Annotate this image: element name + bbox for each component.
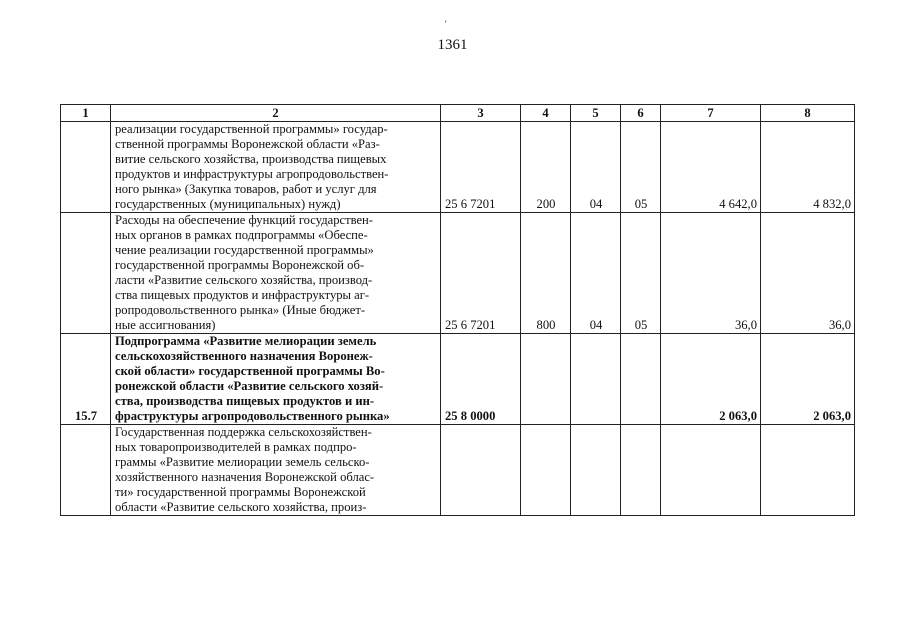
description-line: ства, производства пищевых продуктов и ин-: [115, 394, 375, 408]
amount-col8: [761, 425, 855, 516]
description-line: ропродовольственного рынка» (Иные бюджет-: [115, 303, 366, 317]
column-header-8: 8: [761, 105, 855, 122]
amount-col8: 36,0: [761, 213, 855, 334]
scan-mark: ': [445, 19, 447, 29]
description-line: сельскохозяйственного назначения Воронеж-: [115, 349, 373, 363]
description-line: хозяйственного назначения Воронежской облас-: [115, 470, 375, 484]
description-line: ного рынка» (Закупка товаров, работ и услуг для: [115, 182, 377, 196]
description-line: ласти «Развитие сельского хозяйства, производ-: [115, 273, 373, 287]
table-row: [61, 122, 855, 213]
description-line: ственной программы Воронежской области «Раз-: [115, 137, 380, 151]
subsection: [621, 334, 661, 425]
description-line: Государственная поддержка сельскохозяйствен-: [115, 425, 372, 439]
column-header-6: 6: [621, 105, 661, 122]
expense-type: 800: [521, 213, 571, 334]
row-description: [111, 213, 441, 334]
table-header-row: [61, 105, 855, 122]
section: 04: [571, 213, 621, 334]
budget-code: 25 6 7201: [441, 213, 521, 334]
row-description: [111, 122, 441, 213]
description-line: ные ассигнования): [115, 318, 216, 332]
budget-table: [60, 104, 855, 516]
budget-code: 25 8 0000: [441, 334, 521, 425]
description-line: ронежской области «Развитие сельского хозяй-: [115, 379, 384, 393]
description-line: ных органов в рамках подпрограммы «Обеспе-: [115, 228, 368, 242]
description-line: ской области» государственной программы Во-: [115, 364, 385, 378]
budget-code: [441, 425, 521, 516]
column-header-7: 7: [661, 105, 761, 122]
amount-col8: 4 832,0: [761, 122, 855, 213]
column-header-5: 5: [571, 105, 621, 122]
column-header-1: 1: [61, 105, 111, 122]
description-line: продуктов и инфраструктуры агропродовольствен-: [115, 167, 389, 181]
description-line: государственных (муниципальных) нужд): [115, 197, 341, 211]
table-row: [61, 425, 855, 516]
expense-type: [521, 334, 571, 425]
description-line: области «Развитие сельского хозяйства, произ-: [115, 500, 367, 514]
row-description: [111, 425, 441, 516]
row-number: 15.7: [61, 334, 111, 425]
budget-code: 25 6 7201: [441, 122, 521, 213]
description-line: граммы «Развитие мелиорации земель сельско-: [115, 455, 370, 469]
description-line: фраструктуры агропродовольственного рынка»: [115, 409, 390, 423]
row-number: [61, 122, 111, 213]
column-header-3: 3: [441, 105, 521, 122]
description-line: Расходы на обеспечение функций государствен-: [115, 213, 373, 227]
description-line: чение реализации государственной программы»: [115, 243, 374, 257]
description-line: витие сельского хозяйства, производства пищевых: [115, 152, 387, 166]
subsection: 05: [621, 122, 661, 213]
column-header-2: 2: [111, 105, 441, 122]
description-line: Подпрограмма «Развитие мелиорации земель: [115, 334, 377, 348]
amount-col7: 36,0: [661, 213, 761, 334]
section: [571, 425, 621, 516]
amount-col7: [661, 425, 761, 516]
section: 04: [571, 122, 621, 213]
description-line: ства пищевых продуктов и инфраструктуры аг-: [115, 288, 370, 302]
table-row-subprogram: [61, 334, 855, 425]
amount-col7: 4 642,0: [661, 122, 761, 213]
row-description: [111, 334, 441, 425]
description-line: реализации государственной программы» государ-: [115, 122, 388, 136]
amount-col7: 2 063,0: [661, 334, 761, 425]
amount-col8: 2 063,0: [761, 334, 855, 425]
description-line: государственной программы Воронежской об-: [115, 258, 365, 272]
row-number: [61, 213, 111, 334]
subsection: 05: [621, 213, 661, 334]
section: [571, 334, 621, 425]
row-number: [61, 425, 111, 516]
column-header-4: 4: [521, 105, 571, 122]
table-row: [61, 213, 855, 334]
description-line: ных товаропроизводителей в рамках подпро-: [115, 440, 357, 454]
subsection: [621, 425, 661, 516]
page-number: 1361: [437, 37, 468, 53]
description-line: ти» государственной программы Воронежской: [115, 485, 366, 499]
expense-type: [521, 425, 571, 516]
expense-type: 200: [521, 122, 571, 213]
